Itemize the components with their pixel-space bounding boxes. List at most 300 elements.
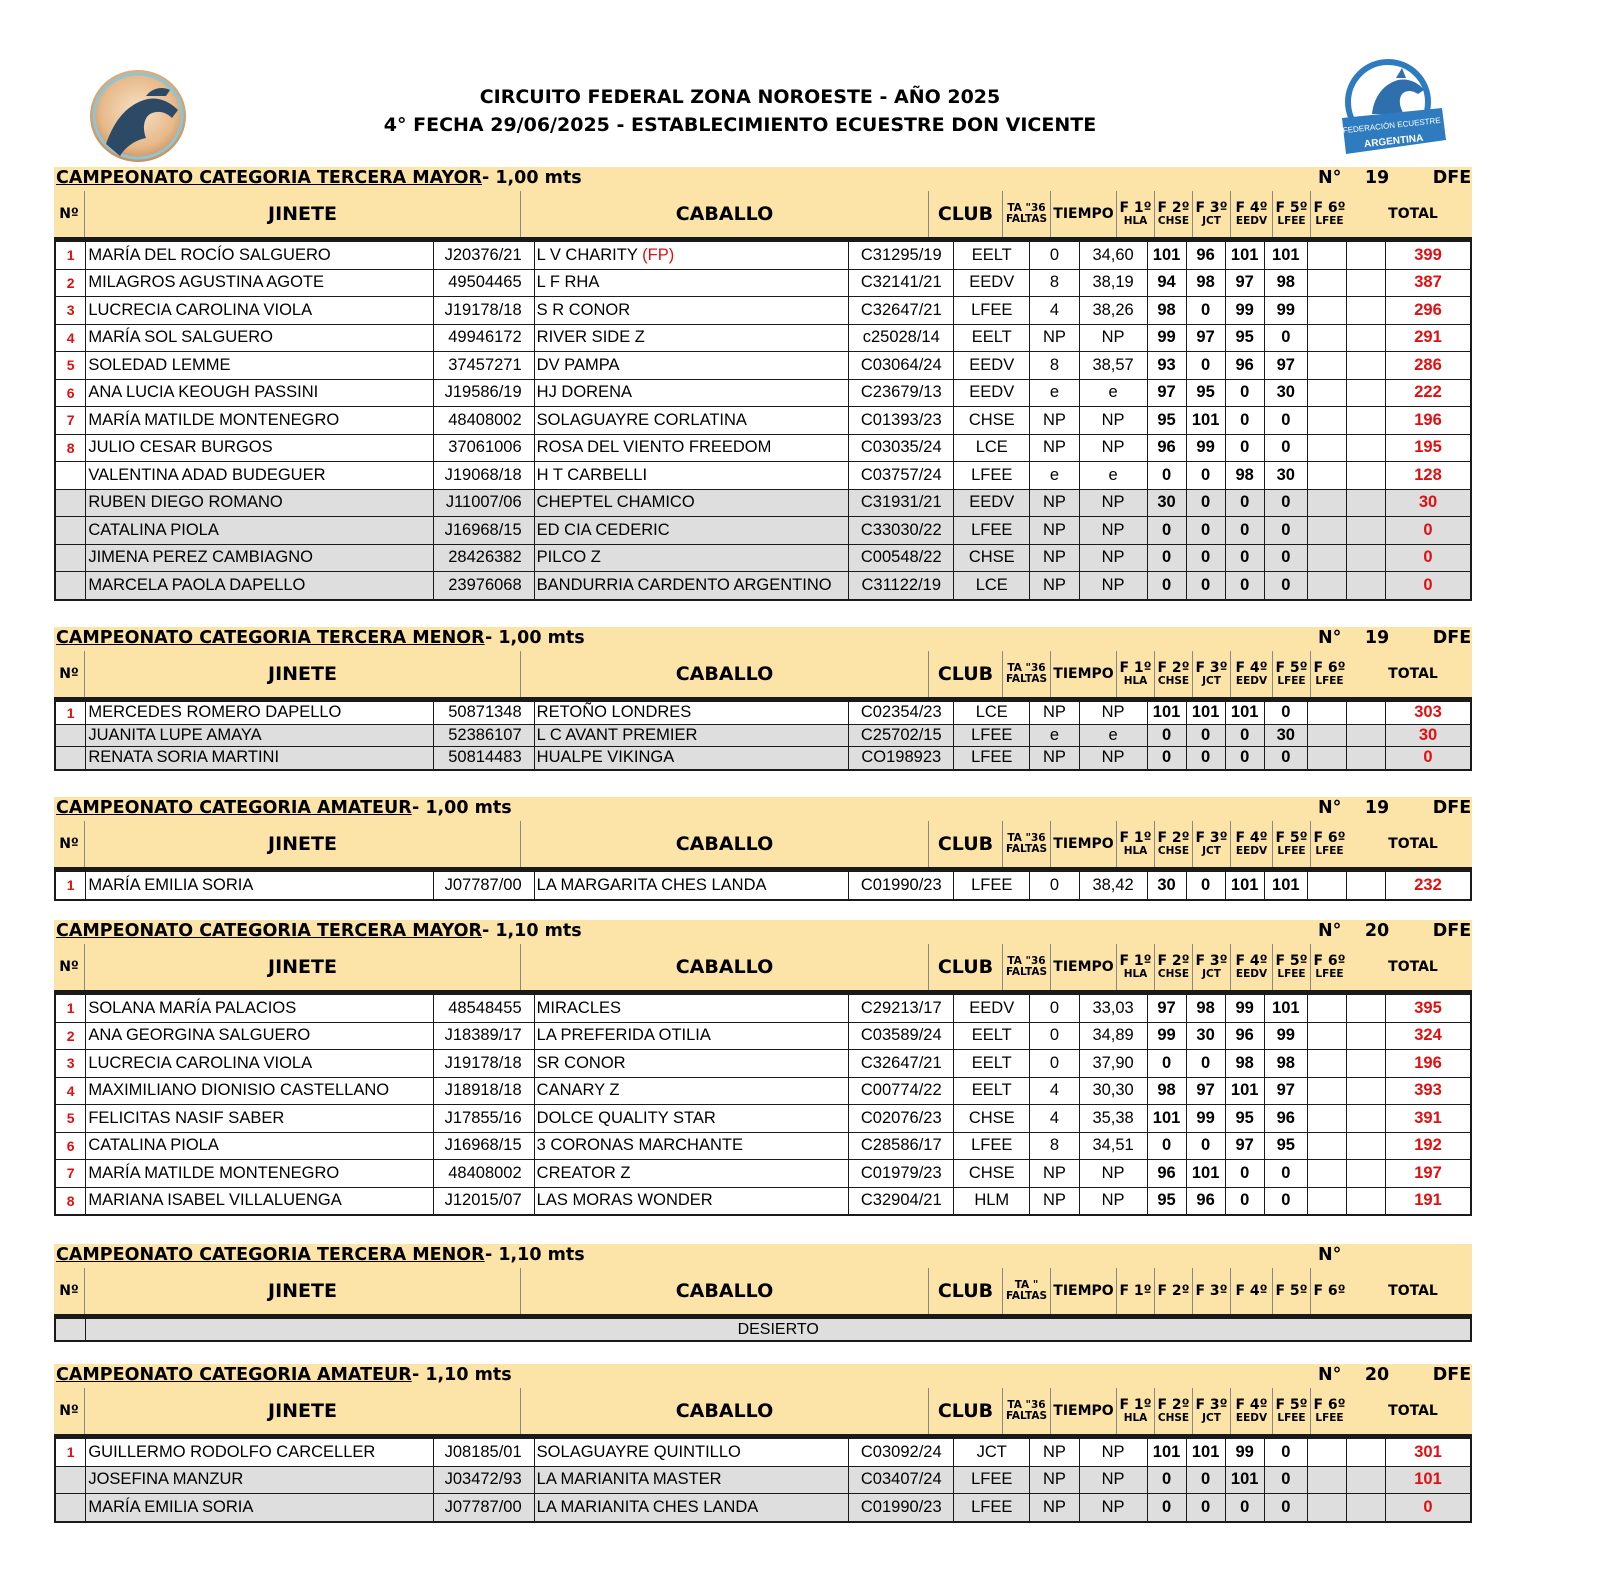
table-row	[55, 352, 1471, 380]
table-row	[55, 489, 1471, 517]
header-label: TA "36	[1007, 831, 1046, 844]
horse-name: MIRACLES	[534, 994, 849, 1022]
horse-name: CANARY Z	[534, 1077, 849, 1105]
time: NP	[1079, 747, 1147, 770]
table-row	[55, 241, 1471, 269]
score-f1: 101	[1147, 701, 1186, 724]
placing: 4	[55, 324, 86, 352]
header-sublabel: HLA	[1123, 967, 1148, 980]
score-f4: 99	[1264, 297, 1307, 325]
col-header-caballo: CABALLO	[520, 944, 928, 990]
score-f5	[1307, 994, 1346, 1022]
header-sublabel: CHSE	[1157, 1411, 1190, 1424]
score-f3: 0	[1225, 724, 1264, 747]
placing	[55, 1494, 86, 1522]
category-name: CAMPEONATO CATEGORIA AMATEUR	[56, 1365, 412, 1385]
time: 35,38	[1079, 1105, 1147, 1133]
header-sublabel: EEDV	[1235, 844, 1268, 857]
competition-number: 19	[1364, 628, 1390, 648]
horse-name: HJ DORENA	[534, 379, 849, 407]
rider-name: LUCRECIA CAROLINA VIOLA	[86, 1050, 434, 1078]
horse-id: C32141/21	[849, 269, 954, 297]
placing	[55, 517, 86, 545]
score-f5	[1307, 1105, 1346, 1133]
club: EELT	[954, 1050, 1030, 1078]
score-f1: 0	[1147, 724, 1186, 747]
total-score: 30	[1386, 489, 1471, 517]
header-label: F 4º	[1235, 200, 1268, 217]
dfe-label: DFE	[1432, 168, 1472, 188]
col-header-no: Nº	[59, 959, 79, 975]
club: EELT	[954, 324, 1030, 352]
score-f1: 0	[1147, 517, 1186, 545]
club: EELT	[954, 241, 1030, 269]
col-header-jinete: JINETE	[84, 191, 520, 237]
header-sublabel: LFEE	[1315, 674, 1344, 687]
total-score: 286	[1386, 352, 1471, 380]
rider-name: JIMENA PEREZ CAMBIAGNO	[86, 544, 434, 572]
score-f6	[1346, 462, 1385, 490]
score-f5	[1307, 1160, 1346, 1188]
championship-section	[54, 627, 1472, 771]
club: LFEE	[954, 462, 1030, 490]
col-header-f1	[1116, 821, 1154, 867]
score-f6	[1346, 871, 1385, 900]
competition-number: 20	[1364, 1365, 1390, 1385]
total-score: 393	[1386, 1077, 1471, 1105]
col-header-f4	[1230, 191, 1272, 237]
col-header-caballo: CABALLO	[520, 1268, 928, 1314]
horse-name: PILCO Z	[534, 544, 849, 572]
score-f4: 0	[1264, 434, 1307, 462]
table-row	[55, 544, 1471, 572]
score-f5	[1307, 1438, 1346, 1466]
horse-id: C32647/21	[849, 297, 954, 325]
faults: NP	[1030, 1494, 1079, 1522]
page-title-line2: 4° FECHA 29/06/2025 - ESTABLECIMIENTO ECUESTRE DON VICENTE	[383, 114, 1097, 136]
score-f1: 101	[1147, 241, 1186, 269]
col-header-f2	[1154, 191, 1192, 237]
total-score: 391	[1386, 1105, 1471, 1133]
rider-name: JULIO CESAR BURGOS	[86, 434, 434, 462]
col-header-f6	[1310, 821, 1348, 867]
score-f1: 96	[1147, 1160, 1186, 1188]
score-f4: 97	[1264, 1077, 1307, 1105]
col-header-tiempo: TIEMPO	[1050, 651, 1116, 697]
header-label: F 1º	[1119, 830, 1152, 847]
faults: NP	[1030, 1160, 1079, 1188]
score-f5	[1307, 1187, 1346, 1215]
placing: 2	[55, 269, 86, 297]
club: EEDV	[954, 994, 1030, 1022]
rider-id: 37061006	[433, 434, 534, 462]
header-sublabel: CHSE	[1157, 844, 1190, 857]
score-f3: 0	[1225, 1494, 1264, 1522]
score-f3: 99	[1225, 994, 1264, 1022]
total-score: 30	[1386, 724, 1471, 747]
faults: NP	[1030, 1466, 1079, 1494]
score-f5	[1307, 517, 1346, 545]
rider-name: SOLEDAD LEMME	[86, 352, 434, 380]
col-header-f1	[1116, 1388, 1154, 1434]
time: NP	[1079, 434, 1147, 462]
col-header-ta-faltas	[1002, 1388, 1050, 1434]
header-sublabel: LFEE	[1315, 1411, 1344, 1424]
table-row	[55, 1050, 1471, 1078]
rider-id: 52386107	[433, 724, 534, 747]
faults: 0	[1030, 241, 1079, 269]
faults: 4	[1030, 297, 1079, 325]
col-header-ta-faltas	[1002, 191, 1050, 237]
header-sublabel: LFEE	[1277, 844, 1306, 857]
horse-id: C29213/17	[849, 994, 954, 1022]
dfe-label: DFE	[1432, 628, 1472, 648]
club: LFEE	[954, 724, 1030, 747]
total-score: 387	[1386, 269, 1471, 297]
table-header	[54, 821, 1472, 870]
table-row	[55, 1160, 1471, 1188]
rider-name: LUCRECIA CAROLINA VIOLA	[86, 297, 434, 325]
placing	[55, 462, 86, 490]
score-f1: 97	[1147, 379, 1186, 407]
score-f2: 0	[1186, 1494, 1225, 1522]
col-header-no: Nº	[59, 1403, 79, 1419]
time: 38,57	[1079, 352, 1147, 380]
header-label: F 4º	[1235, 660, 1268, 677]
time: e	[1079, 462, 1147, 490]
placing: 3	[55, 1050, 86, 1078]
score-f3: 0	[1225, 747, 1264, 770]
score-f5	[1307, 379, 1346, 407]
header-sublabel: LFEE	[1277, 1411, 1306, 1424]
results-table	[54, 870, 1472, 901]
horse-id: C00774/22	[849, 1077, 954, 1105]
total-score: 192	[1386, 1132, 1471, 1160]
time: 34,51	[1079, 1132, 1147, 1160]
time: 37,90	[1079, 1050, 1147, 1078]
category-title-bar	[54, 797, 1472, 821]
score-f2: 0	[1186, 517, 1225, 545]
number-label: N°	[1318, 628, 1342, 648]
horse-id: C32904/21	[849, 1187, 954, 1215]
total-score: 395	[1386, 994, 1471, 1022]
score-f4: 98	[1264, 269, 1307, 297]
score-f3: 0	[1225, 572, 1264, 600]
header-label: F 6º	[1313, 830, 1346, 847]
rider-name: ANA LUCIA KEOUGH PASSINI	[86, 379, 434, 407]
col-header-f3	[1192, 651, 1230, 697]
total-score: 101	[1386, 1466, 1471, 1494]
col-header-no: Nº	[59, 1283, 79, 1299]
time: NP	[1079, 1494, 1147, 1522]
score-f3: 99	[1225, 1438, 1264, 1466]
total-score: 0	[1386, 1494, 1471, 1522]
page-title-line1: CIRCUITO FEDERAL ZONA NOROESTE - AÑO 2025	[479, 86, 1001, 108]
horse-id: C03757/24	[849, 462, 954, 490]
col-header-club: CLUB	[928, 191, 1002, 237]
rider-name: MERCEDES ROMERO DAPELLO	[86, 701, 434, 724]
category-title-bar	[54, 167, 1472, 191]
score-f4: 99	[1264, 1022, 1307, 1050]
header-label: TA "36	[1007, 201, 1046, 214]
results-table	[54, 240, 1472, 601]
col-header-total: TOTAL	[1388, 206, 1438, 222]
horse-id: C33030/22	[849, 517, 954, 545]
time: NP	[1079, 1466, 1147, 1494]
col-header-ta-faltas	[1002, 821, 1050, 867]
placing: 4	[55, 1077, 86, 1105]
horse-name: ED CIA CEDERIC	[534, 517, 849, 545]
score-f1: 30	[1147, 489, 1186, 517]
col-header-tiempo: TIEMPO	[1050, 1388, 1116, 1434]
score-f3: 101	[1225, 701, 1264, 724]
score-f5	[1307, 434, 1346, 462]
header-label: F 5º	[1275, 1397, 1308, 1414]
rider-id: 49504465	[433, 269, 534, 297]
horse-name-text: L V CHARITY	[536, 245, 638, 264]
score-f5	[1307, 1022, 1346, 1050]
col-header-f5: F 5º	[1272, 1268, 1310, 1314]
col-header-f5	[1272, 1388, 1310, 1434]
header-label: F 1º	[1119, 1397, 1152, 1414]
horse-name: SOLAGUAYRE CORLATINA	[534, 407, 849, 435]
score-f3: 97	[1225, 1132, 1264, 1160]
col-header-f4	[1230, 944, 1272, 990]
rider-id: 50871348	[433, 701, 534, 724]
score-f4: 0	[1264, 1466, 1307, 1494]
time: 30,30	[1079, 1077, 1147, 1105]
club: LCE	[954, 701, 1030, 724]
time: 34,60	[1079, 241, 1147, 269]
header-sublabel: JCT	[1202, 967, 1221, 980]
table-row	[55, 1318, 1471, 1341]
score-f2: 0	[1186, 747, 1225, 770]
score-f1: 95	[1147, 1187, 1186, 1215]
total-score: 191	[1386, 1187, 1471, 1215]
header-label: F 5º	[1275, 660, 1308, 677]
header-sublabel: HLA	[1123, 1411, 1148, 1424]
header-label: F 1º	[1119, 200, 1152, 217]
col-header-f4	[1230, 1388, 1272, 1434]
table-header	[54, 1388, 1472, 1437]
score-f4: 98	[1264, 1050, 1307, 1078]
total-score: 0	[1386, 747, 1471, 770]
score-f6	[1346, 724, 1385, 747]
score-f1: 97	[1147, 994, 1186, 1022]
header-sublabel: HLA	[1123, 674, 1148, 687]
time: 38,19	[1079, 269, 1147, 297]
horse-name: DV PAMPA	[534, 352, 849, 380]
faults: NP	[1030, 747, 1079, 770]
score-f3: 99	[1225, 297, 1264, 325]
score-f3: 0	[1225, 1187, 1264, 1215]
col-header-f2	[1154, 1388, 1192, 1434]
rider-id: J19068/18	[433, 462, 534, 490]
score-f3: 98	[1225, 462, 1264, 490]
time: 33,03	[1079, 994, 1147, 1022]
score-f6	[1346, 297, 1385, 325]
horse-id: C01979/23	[849, 1160, 954, 1188]
rider-id: J07787/00	[433, 1494, 534, 1522]
col-header-club: CLUB	[928, 1388, 1002, 1434]
total-score: 0	[1386, 517, 1471, 545]
horse-id: C01393/23	[849, 407, 954, 435]
club: LFEE	[954, 1494, 1030, 1522]
score-f5	[1307, 324, 1346, 352]
score-f4: 0	[1264, 324, 1307, 352]
col-header-ta-faltas	[1002, 1268, 1050, 1314]
score-f2: 0	[1186, 1050, 1225, 1078]
faults: NP	[1030, 1438, 1079, 1466]
category-height: - 1,00 mts	[412, 798, 512, 818]
score-f6	[1346, 1187, 1385, 1215]
score-f6	[1346, 1494, 1385, 1522]
score-f2: 0	[1186, 871, 1225, 900]
faults: NP	[1030, 517, 1079, 545]
number-label: N°	[1318, 1245, 1342, 1265]
total-score: 301	[1386, 1438, 1471, 1466]
club: CHSE	[954, 407, 1030, 435]
score-f2: 98	[1186, 269, 1225, 297]
table-row	[55, 1438, 1471, 1466]
placing: 3	[55, 297, 86, 325]
score-f6	[1346, 1050, 1385, 1078]
placing: 1	[55, 994, 86, 1022]
col-header-f1	[1116, 944, 1154, 990]
horse-id: C25702/15	[849, 724, 954, 747]
number-label: N°	[1318, 168, 1342, 188]
score-f4: 97	[1264, 352, 1307, 380]
score-f5	[1307, 462, 1346, 490]
horse-id: C03589/24	[849, 1022, 954, 1050]
rider-id: J17855/16	[433, 1105, 534, 1133]
score-f2: 101	[1186, 407, 1225, 435]
score-f6	[1346, 1132, 1385, 1160]
score-f3: 97	[1225, 269, 1264, 297]
score-f1: 0	[1147, 462, 1186, 490]
col-header-total: TOTAL	[1388, 836, 1438, 852]
header-label: F 2º	[1157, 953, 1190, 970]
score-f4: 96	[1264, 1105, 1307, 1133]
time: e	[1079, 379, 1147, 407]
col-header-f2	[1154, 944, 1192, 990]
col-header-caballo: CABALLO	[520, 1388, 928, 1434]
score-f3: 101	[1225, 241, 1264, 269]
table-row	[55, 1187, 1471, 1215]
number-label: N°	[1318, 798, 1342, 818]
score-f3: 0	[1225, 544, 1264, 572]
rider-id: 48548455	[433, 994, 534, 1022]
total-score: 399	[1386, 241, 1471, 269]
score-f2: 0	[1186, 489, 1225, 517]
total-score: 0	[1386, 572, 1471, 600]
placing	[55, 1466, 86, 1494]
score-f6	[1346, 701, 1385, 724]
score-f1: 30	[1147, 871, 1186, 900]
score-f5	[1307, 352, 1346, 380]
col-header-club: CLUB	[928, 944, 1002, 990]
rider-name: MARÍA EMILIA SORIA	[86, 1494, 434, 1522]
total-score: 195	[1386, 434, 1471, 462]
championship-section	[54, 167, 1472, 601]
placing: 8	[55, 1187, 86, 1215]
header-sublabel: JCT	[1202, 844, 1221, 857]
col-header-f3	[1192, 1388, 1230, 1434]
horse-name: SR CONOR	[534, 1050, 849, 1078]
rider-name: MARCELA PAOLA DAPELLO	[86, 572, 434, 600]
club: LFEE	[954, 1132, 1030, 1160]
faults: NP	[1030, 572, 1079, 600]
competition-number: 19	[1364, 798, 1390, 818]
score-f2: 99	[1186, 1105, 1225, 1133]
category-height: - 1,00 mts	[482, 168, 582, 188]
col-header-club: CLUB	[928, 821, 1002, 867]
placing	[55, 489, 86, 517]
col-header-f3	[1192, 944, 1230, 990]
score-f1: 99	[1147, 324, 1186, 352]
rider-name: MARIANA ISABEL VILLALUENGA	[86, 1187, 434, 1215]
score-f3: 95	[1225, 1105, 1264, 1133]
total-score: 296	[1386, 297, 1471, 325]
total-score: 303	[1386, 701, 1471, 724]
total-score: 196	[1386, 407, 1471, 435]
total-score: 0	[1386, 544, 1471, 572]
header-sublabel: EEDV	[1235, 674, 1268, 687]
col-header-jinete: JINETE	[84, 821, 520, 867]
table-row	[55, 871, 1471, 900]
score-f5	[1307, 269, 1346, 297]
score-f3: 101	[1225, 1466, 1264, 1494]
table-row	[55, 462, 1471, 490]
faults: NP	[1030, 1187, 1079, 1215]
placing: 6	[55, 1132, 86, 1160]
table-row	[55, 324, 1471, 352]
score-f4: 0	[1264, 517, 1307, 545]
horse-name: ROSA DEL VIENTO FREEDOM	[534, 434, 849, 462]
rider-name: MARÍA EMILIA SORIA	[86, 871, 434, 900]
placing: 8	[55, 434, 86, 462]
time: NP	[1079, 517, 1147, 545]
score-f3: 0	[1225, 434, 1264, 462]
horse-name: 3 CORONAS MARCHANTE	[534, 1132, 849, 1160]
horse-id: C28586/17	[849, 1132, 954, 1160]
rider-name: SOLANA MARÍA PALACIOS	[86, 994, 434, 1022]
score-f3: 101	[1225, 871, 1264, 900]
score-f5	[1307, 1050, 1346, 1078]
rider-name: GUILLERMO RODOLFO CARCELLER	[86, 1438, 434, 1466]
rider-id: J19586/19	[433, 379, 534, 407]
score-f2: 0	[1186, 572, 1225, 600]
header-sublabel: JCT	[1202, 214, 1221, 227]
header-sublabel: JCT	[1202, 1411, 1221, 1424]
score-f6	[1346, 1022, 1385, 1050]
score-f2: 30	[1186, 1022, 1225, 1050]
header-label: F 6º	[1313, 660, 1346, 677]
championship-section	[54, 797, 1472, 901]
rider-name: MARÍA MATILDE MONTENEGRO	[86, 407, 434, 435]
score-f6	[1346, 747, 1385, 770]
header-label: F 2º	[1157, 660, 1190, 677]
table-row	[55, 747, 1471, 770]
faults: 4	[1030, 1105, 1079, 1133]
logo-text-argentina: ARGENTINA	[1363, 132, 1424, 151]
dfe-label: DFE	[1432, 921, 1472, 941]
score-f3: 0	[1225, 407, 1264, 435]
score-f6	[1346, 1438, 1385, 1466]
header-sublabel: LFEE	[1315, 844, 1344, 857]
score-f6	[1346, 489, 1385, 517]
score-f2: 0	[1186, 544, 1225, 572]
